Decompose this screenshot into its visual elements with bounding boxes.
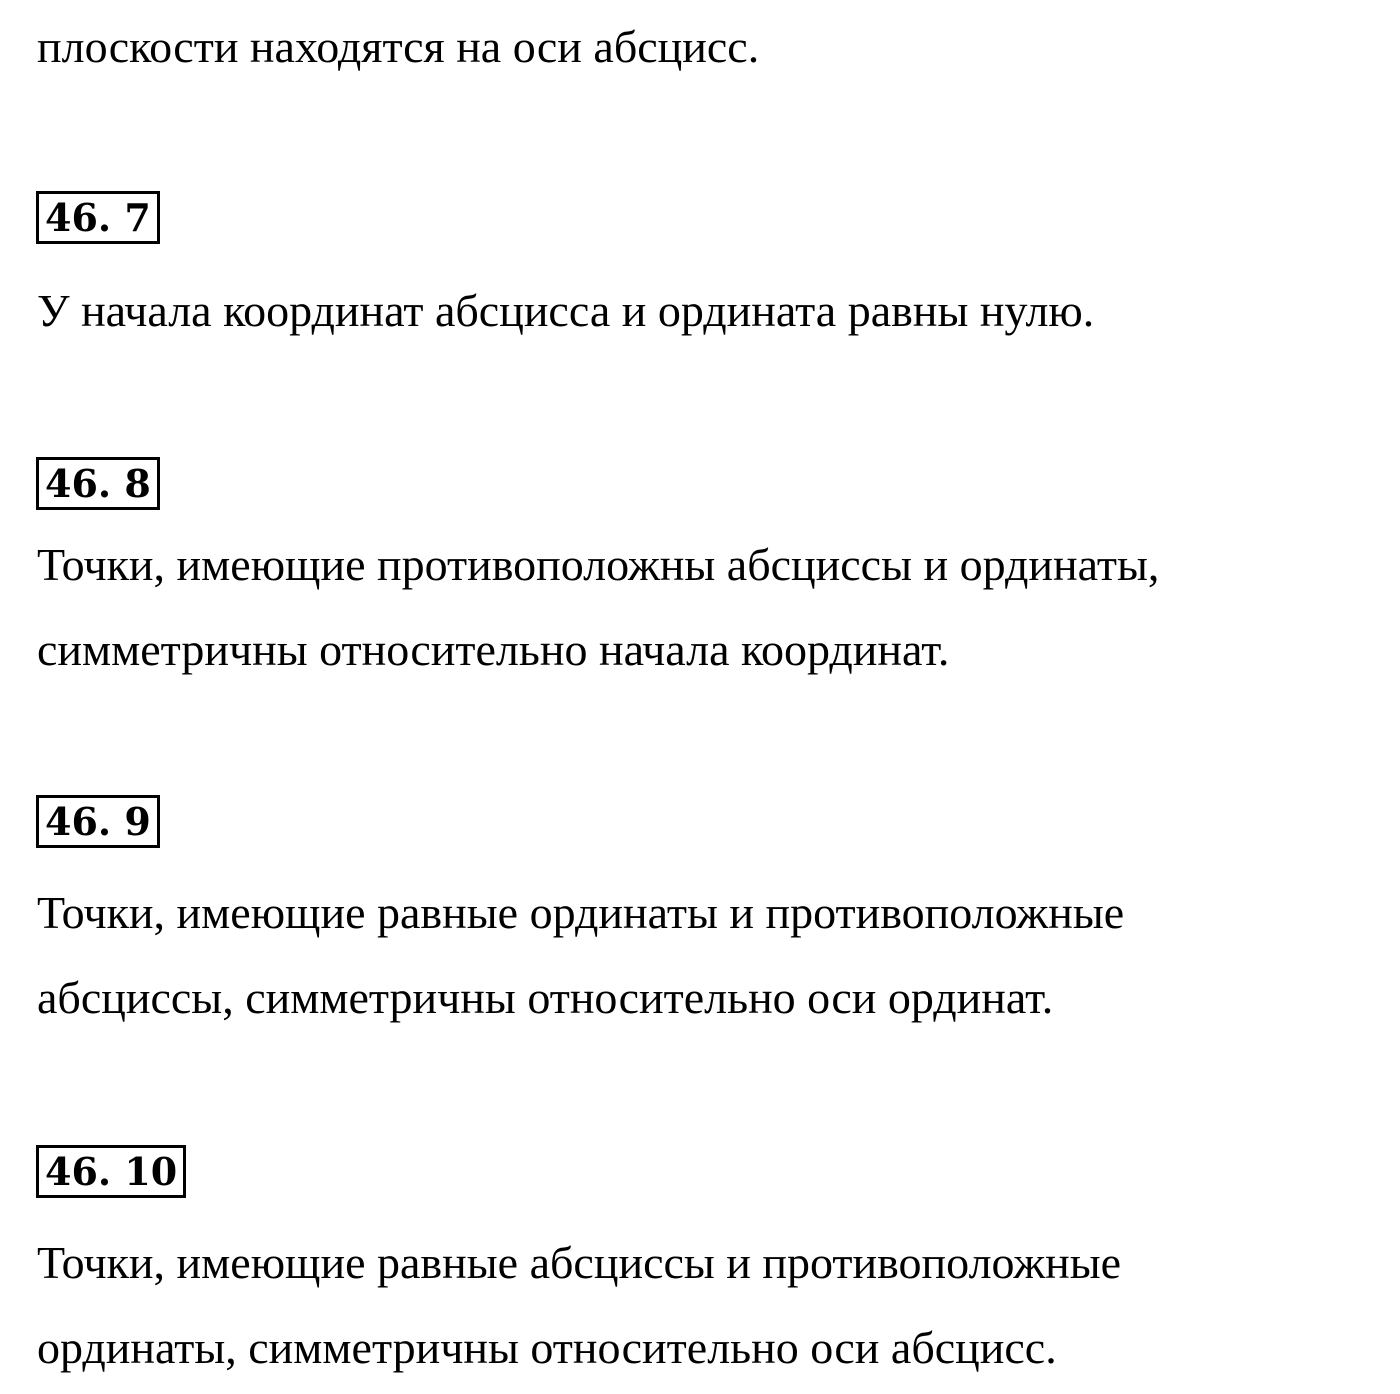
problem-46-10-answer-line-1: Точки, имеющие равные абсциссы и противоположные — [37, 1237, 1122, 1288]
problem-46-9-answer-line-1: Точки, имеющие равные ординаты и противоположные — [37, 887, 1125, 938]
problem-number-46-8: 46. 8 — [36, 457, 160, 510]
problem-number-46-10: 46. 10 — [36, 1145, 186, 1198]
problem-number-46-9: 46. 9 — [36, 795, 160, 848]
problem-number-46-7: 46. 7 — [36, 191, 160, 244]
problem-46-8-answer-line-1: Точки, имеющие противоположны абсциссы и ординаты, — [37, 539, 1160, 590]
intro-text: плоскости находятся на оси абсцисс. — [37, 21, 760, 72]
problem-46-7-answer-line-1: У начала координат абсцисса и ордината равны нулю. — [37, 285, 1095, 336]
problem-46-10-answer-line-2: ординаты, симметричны относительно оси абсцисс. — [37, 1322, 1057, 1373]
problem-46-8-answer-line-2: симметричны относительно начала координат. — [37, 624, 950, 675]
problem-46-9-answer-line-2: абсциссы, симметричны относительно оси ординат. — [37, 972, 1054, 1023]
